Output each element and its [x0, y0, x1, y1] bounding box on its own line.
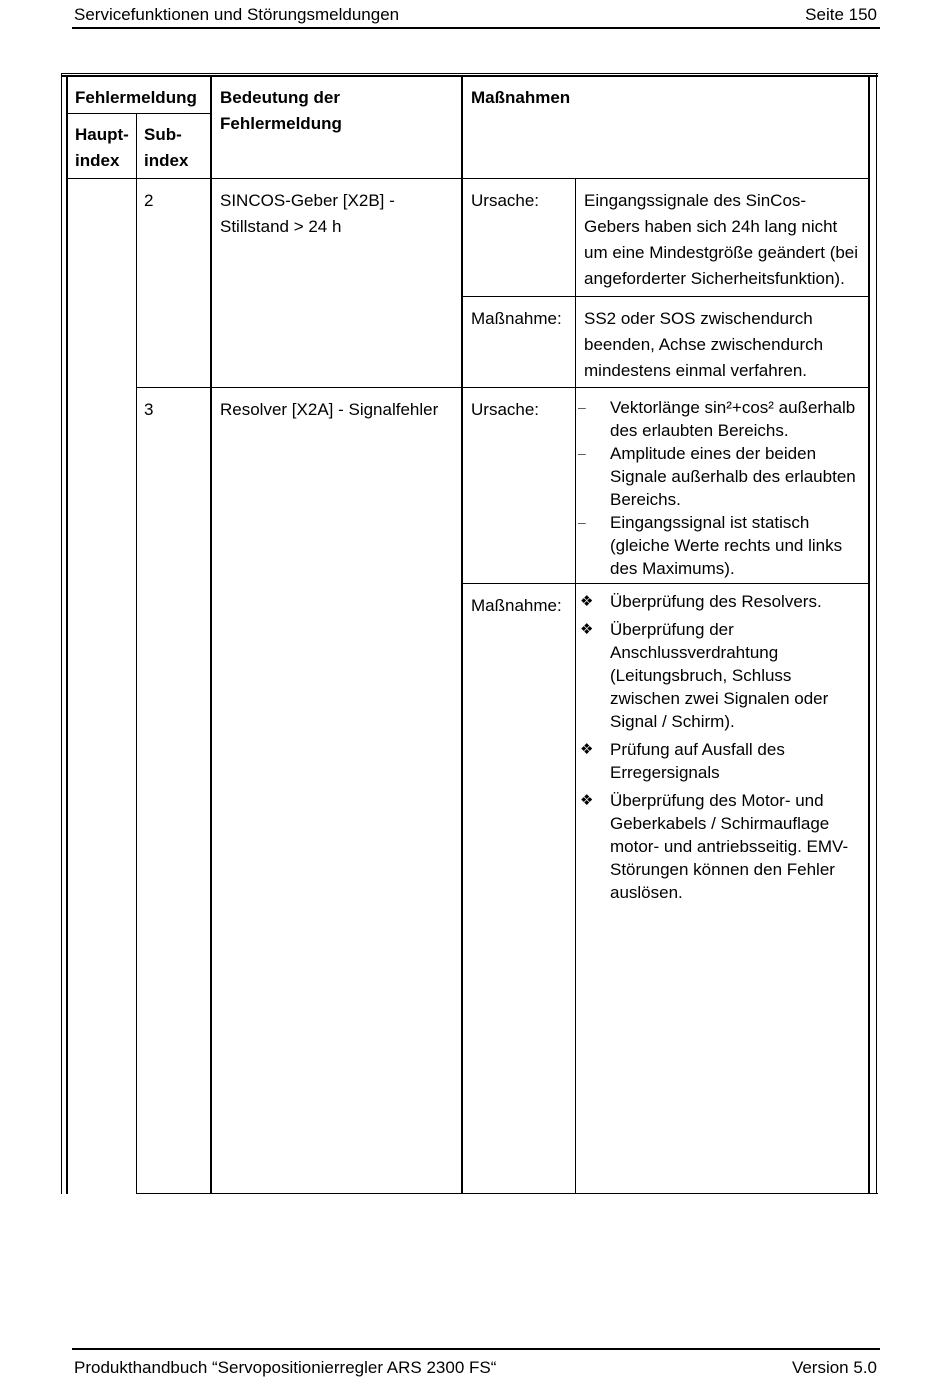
list-item-line: Bereichs.: [610, 490, 681, 509]
col-divider-haupt-sub: [136, 113, 137, 1194]
list-item: [578, 442, 870, 511]
diamond-bullet-icon: ❖: [580, 741, 594, 758]
footer-product: Produkthandbuch “Servopositionierregler ARS 2300 FS“: [74, 1358, 497, 1377]
row1-cause-line: um eine Mindestgröße geändert (bei: [584, 243, 859, 262]
row2-cause-label: Ursache:: [471, 400, 540, 419]
row1-action-line: beenden, Achse zwischendurch: [584, 335, 824, 354]
header-hauptindex-line1: Haupt-: [75, 125, 129, 144]
row1-cause-line: Eingangssignale des SinCos-: [584, 191, 807, 210]
list-item-line: Geberkabels / Schirmauflage: [610, 814, 830, 833]
header-subindex-line2: index: [144, 151, 189, 170]
header-bedeutung-line2: Fehlermeldung: [220, 114, 342, 133]
list-item-line: Anschlussverdrahtung: [610, 643, 779, 662]
col-divider-massnahmen-text: [575, 178, 576, 1194]
row1-action-label: Maßnahme:: [471, 309, 562, 328]
header-subindex: [144, 122, 188, 174]
row1-bottom: [136, 387, 869, 388]
row1-cause-line: angeforderter Sicherheitsfunktion).: [584, 269, 845, 288]
list-item-line: Vektorlänge sin²+cos² außerhalb: [610, 398, 856, 417]
table-top-border: [61, 73, 878, 74]
header-hauptindex: [75, 122, 129, 174]
list-item-line: Signal / Schirm).: [610, 712, 735, 731]
diamond-bullet-icon: ❖: [580, 621, 594, 638]
dash-bullet-icon: –: [578, 514, 586, 530]
table-top-border-inner: [61, 75, 878, 77]
header-sub-divider: [68, 113, 211, 114]
list-item: [578, 738, 870, 784]
header-hauptindex-line2: index: [75, 151, 120, 170]
row2-action-list: [578, 590, 870, 909]
dash-bullet-icon: –: [578, 399, 586, 415]
list-item: [578, 511, 870, 580]
list-item-line: Störungen können den Fehler: [610, 860, 835, 879]
row2-cause-list: [578, 396, 870, 580]
footer-version: Version 5.0: [791, 1358, 877, 1377]
list-item-line: Eingangssignal ist statisch: [610, 513, 810, 532]
table-right-border-outer: [876, 73, 877, 1194]
list-item-line: motor- und antriebsseitig. EMV-: [610, 837, 849, 856]
dash-bullet-icon: –: [578, 445, 586, 461]
list-item-line: zwischen zwei Signalen oder: [610, 689, 829, 708]
list-item-line: Amplitude eines der beiden: [610, 444, 817, 463]
row2-action-label: Maßnahme:: [471, 596, 562, 615]
row2-cause-action-divider: [463, 583, 869, 584]
list-item-line: (gleiche Werte rechts und links: [610, 536, 843, 555]
list-item-line: (Leitungsbruch, Schluss: [610, 666, 792, 685]
diamond-bullet-icon: ❖: [580, 792, 594, 809]
page-number: Seite 150: [805, 5, 877, 24]
row1-meaning: [220, 188, 395, 240]
table-bottom-border: [136, 1193, 878, 1194]
row1-action-text: [584, 306, 823, 384]
page-header-title: Servicefunktionen und Störungsmeldungen: [74, 5, 400, 24]
header-massnahmen: Maßnahmen: [471, 88, 571, 107]
row1-subindex: 2: [144, 191, 154, 210]
list-item-line: Überprüfung des Motor- und: [610, 791, 824, 810]
list-item-line: Signale außerhalb des erlaubten: [610, 467, 856, 486]
list-item-line: Prüfung auf Ausfall des: [610, 740, 785, 759]
list-item: [578, 618, 870, 733]
col-divider-bedeutung-massnahmen: [461, 75, 463, 1194]
list-item-line: auslösen.: [610, 883, 683, 902]
header-bedeutung-line1: Bedeutung der: [220, 88, 340, 107]
header-subindex-line1: Sub-: [144, 125, 182, 144]
list-item-line: Überprüfung des Resolvers.: [610, 592, 822, 611]
row1-cause-line: Gebers haben sich 24h lang nicht: [584, 217, 838, 236]
footer-rule: [72, 1348, 880, 1350]
list-item-line: des erlaubten Bereichs.: [610, 421, 789, 440]
row2-meaning: Resolver [X2A] - Signalfehler: [220, 400, 439, 419]
row1-cause-text: [584, 188, 858, 292]
header-bedeutung: [220, 85, 342, 137]
col-divider-sub-bedeutung: [210, 75, 212, 1194]
row1-meaning-line2: Stillstand > 24 h: [220, 217, 342, 236]
row1-cause-label: Ursache:: [471, 191, 540, 210]
list-item: [578, 396, 870, 442]
list-item: [578, 789, 870, 904]
list-item-line: Erregersignals: [610, 763, 720, 782]
table-left-border-outer: [61, 73, 62, 1194]
row1-action-line: SS2 oder SOS zwischendurch: [584, 309, 813, 328]
table-left-border-inner: [66, 75, 68, 1194]
header-rule: [72, 27, 880, 29]
row1-meaning-line1: SINCOS-Geber [X2B] -: [220, 191, 395, 210]
header-fehlermeldung: Fehlermeldung: [75, 88, 197, 107]
row1-cause-action-divider: [463, 296, 869, 297]
row1-action-line: mindestens einmal verfahren.: [584, 361, 808, 380]
header-row-bottom: [68, 178, 869, 179]
list-item-line: des Maximums).: [610, 559, 735, 578]
row2-subindex: 3: [144, 400, 154, 419]
diamond-bullet-icon: ❖: [580, 593, 594, 610]
list-item: [578, 590, 870, 613]
list-item-line: Überprüfung der: [610, 620, 734, 639]
